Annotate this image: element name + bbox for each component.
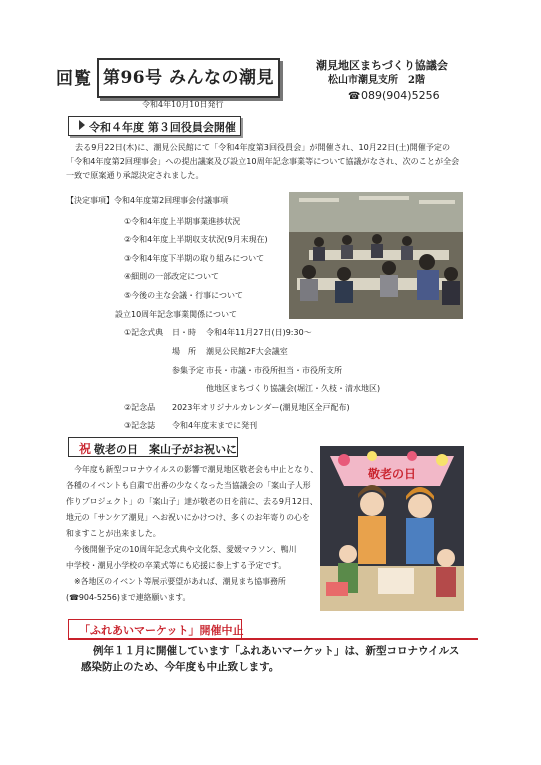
board-meeting-intro [66, 140, 476, 182]
section-heading-text: 令和４年度 第３回役員会開催 [89, 121, 236, 134]
commemorative-goods-label: ②記念品 [124, 403, 156, 412]
ceremony-guests-value: 市長・市議・市役所担当・市役所支所 [206, 366, 342, 375]
ceremony-date-value: 令和4年11月27日(日)9:30～ [206, 328, 312, 337]
scarecrow-photo [320, 446, 464, 611]
agenda-item: ①令和4年度上半期事業進捗状況 [124, 217, 241, 226]
circular-label: 回覧 [56, 69, 92, 89]
issue-date: 令和4年10月10日発行 [142, 100, 224, 109]
section-divider-line [68, 638, 478, 640]
section-heading-board-meeting [68, 116, 241, 136]
scarecrow-photo-graphic [320, 446, 464, 611]
intro-line: 一致で原案通り承認決定されました。 [66, 170, 204, 180]
meeting-photo [289, 192, 463, 319]
article-line: 地元の「サンケア潮見」へお祝いにかけつけ、多くのお年寄りの心を [66, 513, 310, 522]
agenda-item: ④細則の一部改定について [124, 272, 220, 281]
newsletter-title: 第96号 みんなの潮見 [102, 68, 275, 88]
ceremony-place-label: 場 所 [172, 347, 196, 356]
market-cancel-notice [75, 643, 495, 675]
organization-name: 潮見地区まちづくり協議会 [316, 59, 448, 72]
article-line: 各種のイベントも自粛で出番の少なくなった当協議会の「案山子人形 [66, 481, 311, 490]
article-line: 和ますことが出来ました。 [66, 529, 161, 538]
article-line: 今年度も新型コロナウイルスの影響で潮見地区敬老会も中止となり、 [74, 465, 319, 474]
intro-line: 「令和4年度第2回理事会」への提出議案及び設立10周年記念事業等について協議がなされ、次のことが全会 [66, 156, 460, 166]
article-line: ※各地区のイベント等展示要望があれば、潮見まち協事務所 [74, 577, 286, 586]
agenda-item: ②令和4年度上半期収支状況(9月末現在) [124, 235, 268, 244]
organization-phone [316, 88, 448, 103]
anniversary-label: 設立10周年記念事業関係について [115, 310, 238, 319]
commemorative-magazine-value: 令和4年度末までに発刊 [172, 421, 258, 430]
ceremony-guests-label: 参集予定 [172, 366, 204, 375]
ceremony-label: ①記念式典 [124, 328, 164, 337]
phone-number: 089(904)5256 [361, 89, 440, 102]
ceremony-date-label: 日・時 [172, 328, 196, 337]
organization-address: 松山市潮見支所 2階 [328, 75, 425, 86]
wedge-icon [79, 120, 85, 130]
agenda-item: ⑤今後の主な会議・行事について [124, 291, 244, 300]
intro-line: 去る9月22日(木)に、潮見公民館にて「令和4年度第3回役員会」が開催され、10月22日(土)開催予定の [75, 142, 451, 152]
telephone-icon: ☎ [348, 91, 361, 102]
photo-banner-text: 敬老の日 [367, 467, 417, 481]
commemorative-goods-value: 2023年オリジナルカレンダー(潮見地区全戸配布) [172, 403, 350, 412]
newsletter-title-box [97, 58, 280, 98]
meeting-photo-graphic [289, 192, 463, 319]
section-heading-text: 敬老の日 案山子がお祝いに [94, 443, 238, 456]
notice-line: 例年１１月に開催しています「ふれあいマーケット」は、新型コロナウイルス [93, 645, 460, 657]
decision-label: 【決定事項】令和4年度第2回理事会付議事項 [66, 196, 229, 205]
article-line: 今後開催予定の10周年記念式典や文化祭、愛媛マラソン、鴨川 [74, 545, 297, 554]
commemorative-magazine-label: ③記念誌 [124, 421, 156, 430]
section-heading-respect-for-aged-day [68, 437, 238, 457]
ceremony-guests-value-2: 他地区まちづくり協議会(堀江・久枝・清水地区) [206, 384, 381, 393]
ceremony-place-value: 潮見公民館2F大会議室 [206, 347, 288, 356]
article-line: (☎904-5256)まで連絡願います。 [66, 593, 191, 602]
celebration-mark: 祝 [79, 442, 92, 456]
article-line: 中学校・潮見小学校の卒業式等にも応援に参上する予定です。 [66, 561, 287, 570]
agenda-item: ③令和4年度下半期の取り組みについて [124, 254, 265, 263]
notice-line: 感染防止のため、今年度も中止致します。 [81, 661, 280, 673]
section-heading-market-cancelled: 「ふれあいマーケット」開催中止 [68, 619, 242, 639]
article-line: 作りプロジェクト」の「案山子」達が敬老の日を前に、去る9月12日、 [66, 497, 318, 506]
scarecrow-article [66, 462, 321, 606]
organization-block [316, 58, 448, 103]
